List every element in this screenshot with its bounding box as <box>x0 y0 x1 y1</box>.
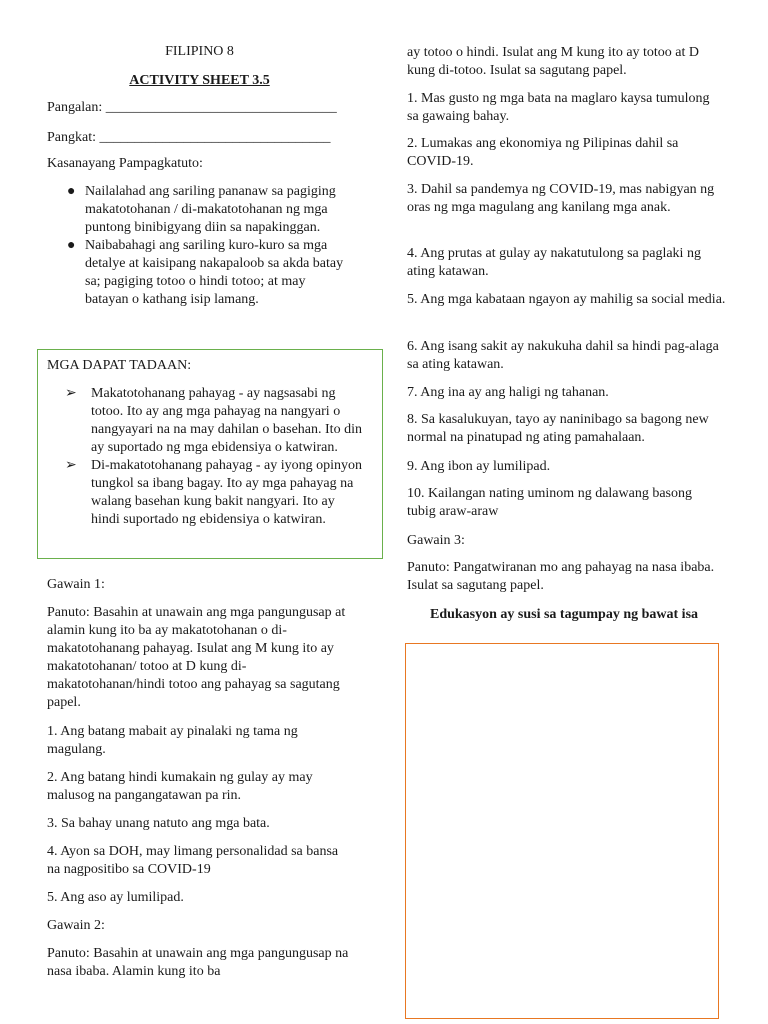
gawain2-item: 1. Mas gusto ng mga bata na maglaro kaysa tumulong sa gawaing bahay. <box>407 91 710 124</box>
note-item: ➢ Makatotohanang pahayag - ay nagsasabi ng totoo. Ito ay ang mga pahayag na nangyari o nangyayari na na may dahilan o basehan. Ito din ay suportado ng mga ebidensiya o katwiran. <box>65 386 362 455</box>
gawain1-item: 4. Ayon sa DOH, may limang personalidad sa bansa na nagpositibo sa COVID-19 <box>47 844 339 877</box>
gawain2-item: 2. Lumakas ang ekonomiya ng Pilipinas dahil sa COVID-19. <box>407 136 679 169</box>
group-field: Pangkat: _________________________________ <box>47 130 331 145</box>
arrow-bullet-icon: ➢ <box>65 386 77 401</box>
gawain1-item: 1. Ang batang mabait ay pinalaki ng tama ng magulang. <box>47 724 298 757</box>
gawain2-item: 5. Ang mga kabataan ngayon ay mahilig sa social media. <box>407 292 726 307</box>
gawain3-statement: Edukasyon ay susi sa tagumpay ng bawat isa <box>429 607 699 622</box>
gawain3-instructions: Panuto: Pangatwiranan mo ang pahayag na nasa ibaba. Isulat sa sagutang papel. <box>407 560 715 593</box>
gawain1-title: Gawain 1: <box>47 577 105 592</box>
gawain1-item: 2. Ang batang hindi kumakain ng gulay ay may malusog na pangangatawan pa rin. <box>47 770 313 803</box>
gawain1-item: 5. Ang aso ay lumilipad. <box>47 890 184 905</box>
bullet-icon: ● <box>67 184 76 199</box>
arrow-bullet-icon: ➢ <box>65 458 77 473</box>
gawain2-title: Gawain 2: <box>47 918 105 933</box>
gawain2-item: 9. Ang ibon ay lumilipad. <box>407 459 551 474</box>
competency-heading: Kasanayang Pampagkatuto: <box>47 156 203 171</box>
note-item: ➢ Di-makatotohanang pahayag - ay iyong opinyon tungkol sa ibang bagay. Ito ay mga pahayag na walang basehan kung bakit nangyari. Ito ay hindi suportado ng ebidensiya o katwiran. <box>65 458 362 527</box>
gawain2-item: 4. Ang prutas at gulay ay nakatutulong sa paglaki ng ating katawan. <box>407 246 701 279</box>
gawain2-item: 6. Ang isang sakit ay nakukuha dahil sa hindi pag-alaga sa ating katawan. <box>407 339 719 372</box>
competency-list <box>59 183 349 309</box>
sheet-title: ACTIVITY SHEET 3.5 <box>129 73 270 88</box>
notes-title: MGA DAPAT TADAAN: <box>47 358 192 373</box>
name-field: Pangalan: _________________________________ <box>47 100 337 115</box>
gawain2-item: 3. Dahil sa pandemya ng COVID-19, mas nabigyan ng oras ng mga magulang ang kanilang mga anak. <box>407 182 715 215</box>
subject-heading: FILIPINO 8 <box>165 44 234 59</box>
gawain2-item: 10. Kailangan nating uminom ng dalawang basong tubig araw-araw <box>407 486 692 519</box>
gawain2-item: 7. Ang ina ay ang haligi ng tahanan. <box>407 385 609 400</box>
gawain3-title: Gawain 3: <box>407 533 465 548</box>
competency-item: ● Nailalahad ang sariling pananaw sa pagiging makatotohanan / di-makatotohanan ng mga puntong binibigyang diin sa napakinggan. <box>67 184 336 235</box>
gawain1-instructions: Panuto: Basahin at unawain ang mga pangungusap at alamin kung ito ba ay makatotohanan o di-makatotohanang pahayag. Isulat ang M kung ito ay makatotohanan/ totoo at D kung di-makatotohanan/hindi totoo ang pahayag sa sagutang papel. <box>47 605 346 710</box>
competency-item: ● Naibabahagi ang sariling kuro-kuro sa mga detalye at kaisipang nakapaloob sa akda batay sa; pagiging totoo o hindi totoo; at may batayan o kathang isip lamang. <box>67 238 344 307</box>
gawain1-item: 3. Sa bahay unang natuto ang mga bata. <box>47 816 270 831</box>
notes-list <box>65 385 365 529</box>
answer-box <box>405 643 719 1019</box>
gawain2-item: 8. Sa kasalukuyan, tayo ay naninibago sa bagong new normal na pinatupad ng ating pamahalaan. <box>407 412 709 445</box>
bullet-icon: ● <box>67 238 76 253</box>
gawain2-instructions-part1: Panuto: Basahin at unawain ang mga pangungusap na nasa ibaba. Alamin kung ito ba <box>47 946 349 979</box>
gawain2-instructions-part2: ay totoo o hindi. Isulat ang M kung ito ay totoo at D kung di-totoo. Isulat sa sagutang papel. <box>407 45 700 78</box>
